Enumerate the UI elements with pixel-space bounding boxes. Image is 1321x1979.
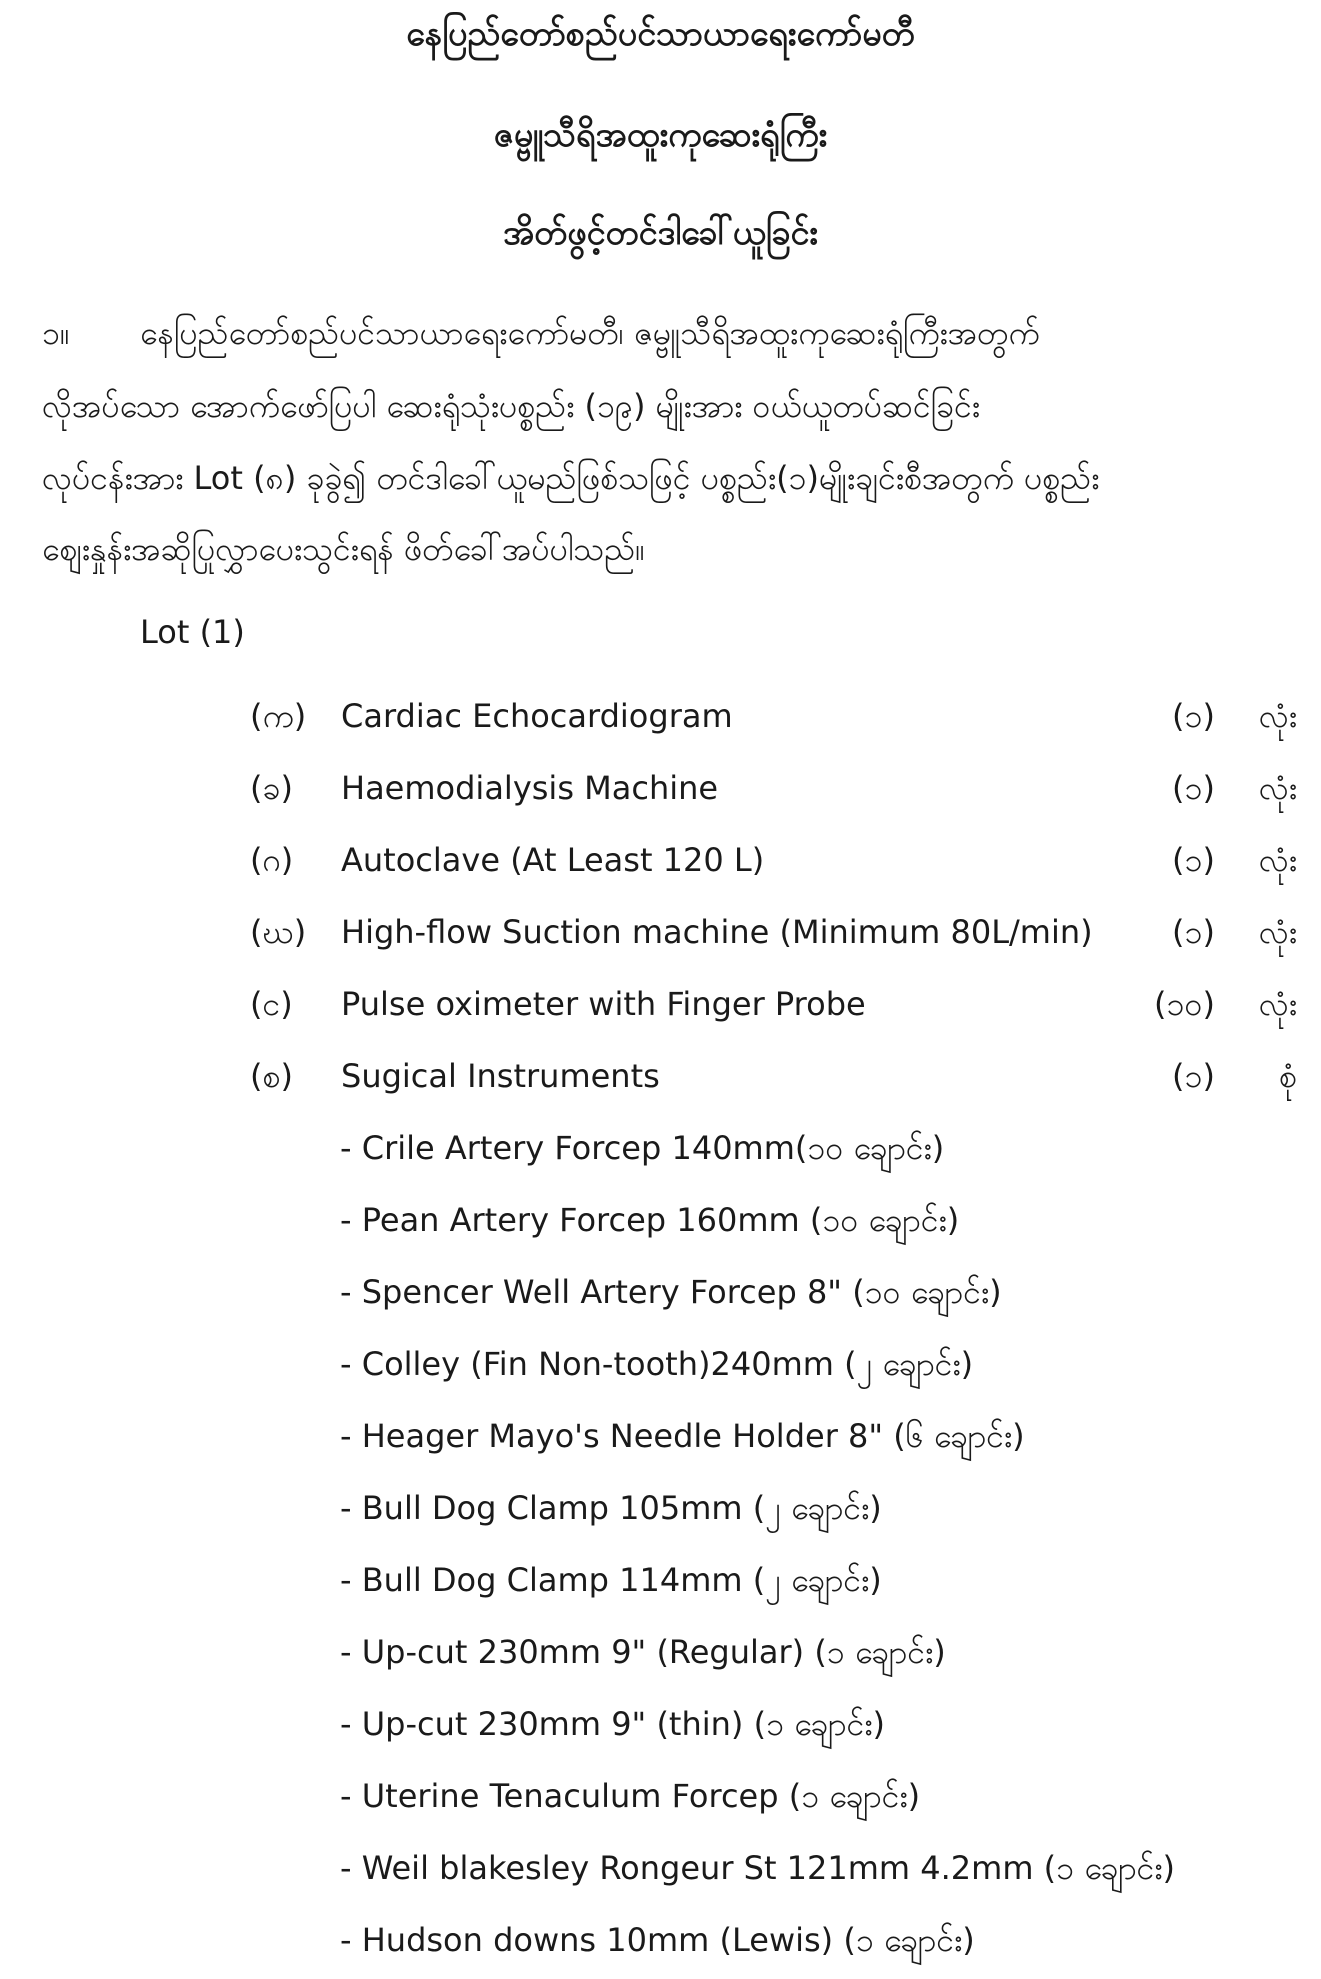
item-quantity: (၁) bbox=[1172, 913, 1215, 951]
instrument-list-item: - Crile Artery Forcep 140mm(၁၀ ချောင်း) bbox=[340, 1129, 945, 1167]
intro-line-4: ဈေးနှုန်းအဆိုပြုလွှာပေးသွင်းရန် ဖိတ်ခေါ်အပ်ပါသည်။ bbox=[42, 530, 645, 568]
item-marker: (က) bbox=[250, 697, 307, 735]
intro-line-2: လိုအပ်သော အောက်ဖော်ပြပါ ဆေးရုံသုံးပစ္စည်း (၁၉) မျိုးအား ဝယ်ယူတပ်ဆင်ခြင်း bbox=[42, 387, 980, 425]
item-row bbox=[0, 1052, 1321, 1100]
intro-line-3: လုပ်ငန်းအား Lot (၈) ခုခွဲ၍ တင်ဒါခေါ်ယူမည်ဖြစ်သဖြင့် ပစ္စည်း(၁)မျိုးချင်းစီအတွက် ပစ္စည်း bbox=[42, 459, 1100, 497]
paragraph-number: ၁။ bbox=[42, 314, 70, 352]
item-unit: လုံး bbox=[1258, 985, 1297, 1023]
intro-line-1 bbox=[42, 311, 1292, 355]
instrument-list-item: - Up-cut 230mm 9" (thin) (၁ ချောင်း) bbox=[340, 1705, 885, 1743]
lot-label: Lot (1) bbox=[140, 613, 245, 651]
item-row bbox=[0, 836, 1321, 884]
item-name: Cardiac Echocardiogram bbox=[341, 697, 733, 735]
instrument-list-item: - Spencer Well Artery Forcep 8" (၁၀ ချောင်း) bbox=[340, 1273, 1002, 1311]
item-quantity: (၁) bbox=[1172, 769, 1215, 807]
instrument-list-item: - Bull Dog Clamp 114mm (၂ ချောင်း) bbox=[340, 1561, 882, 1599]
tender-title: အိတ်ဖွင့်တင်ဒါခေါ်ယူခြင်း bbox=[502, 213, 819, 253]
item-quantity: (၁) bbox=[1172, 697, 1215, 735]
instrument-list-item: - Bull Dog Clamp 105mm (၂ ချောင်း) bbox=[340, 1489, 882, 1527]
item-name: Haemodialysis Machine bbox=[341, 769, 719, 807]
item-unit: လုံး bbox=[1258, 913, 1297, 951]
item-unit: လုံး bbox=[1258, 697, 1297, 735]
instrument-list-item: - Weil blakesley Rongeur St 121mm 4.2mm (၁ ချောင်း) bbox=[340, 1849, 1176, 1887]
instrument-list-item: - Colley (Fin Non-tooth)240mm (၂ ချောင်း) bbox=[340, 1345, 974, 1383]
item-marker: (ဂ) bbox=[250, 841, 294, 879]
item-name: Autoclave (At Least 120 L) bbox=[341, 841, 765, 879]
item-row bbox=[0, 764, 1321, 812]
intro-text-1: နေပြည်တော်စည်ပင်သာယာရေးကော်မတီ၊ ဇမ္ဗူသီရိအထူးကုဆေးရုံကြီးအတွက် bbox=[140, 314, 1040, 352]
instrument-list-item: - Heager Mayo's Needle Holder 8" (၆ ချောင်း) bbox=[340, 1417, 1025, 1455]
item-row bbox=[0, 980, 1321, 1028]
item-row bbox=[0, 692, 1321, 740]
item-unit: စုံ bbox=[1279, 1057, 1297, 1095]
item-name: Pulse oximeter with Finger Probe bbox=[341, 985, 866, 1023]
item-unit: လုံး bbox=[1258, 841, 1297, 879]
item-unit: လုံး bbox=[1258, 769, 1297, 807]
item-quantity: (၁) bbox=[1172, 1057, 1215, 1095]
item-marker: (င) bbox=[250, 985, 293, 1023]
item-quantity: (၁၀) bbox=[1154, 985, 1215, 1023]
committee-title: နေပြည်တော်စည်ပင်သာယာရေးကော်မတီ bbox=[406, 14, 915, 54]
item-row bbox=[0, 908, 1321, 956]
item-marker: (ဃ) bbox=[250, 913, 307, 951]
item-name: High-flow Suction machine (Minimum 80L/min) bbox=[341, 913, 1093, 951]
instrument-list-item: - Up-cut 230mm 9" (Regular) (၁ ချောင်း) bbox=[340, 1633, 946, 1671]
item-marker: (ခ) bbox=[250, 769, 293, 807]
item-marker: (စ) bbox=[250, 1057, 293, 1095]
instrument-list-item: - Hudson downs 10mm (Lewis) (၁ ချောင်း) bbox=[340, 1921, 975, 1959]
item-quantity: (၁) bbox=[1172, 841, 1215, 879]
instrument-list-item: - Pean Artery Forcep 160mm (၁၀ ချောင်း) bbox=[340, 1201, 960, 1239]
item-name: Sugical Instruments bbox=[341, 1057, 660, 1095]
hospital-title: ဇမ္ဗူသီရိအထူးကုဆေးရုံကြီး bbox=[493, 115, 828, 155]
instrument-list-item: - Uterine Tenaculum Forcep (၁ ချောင်း) bbox=[340, 1777, 921, 1815]
